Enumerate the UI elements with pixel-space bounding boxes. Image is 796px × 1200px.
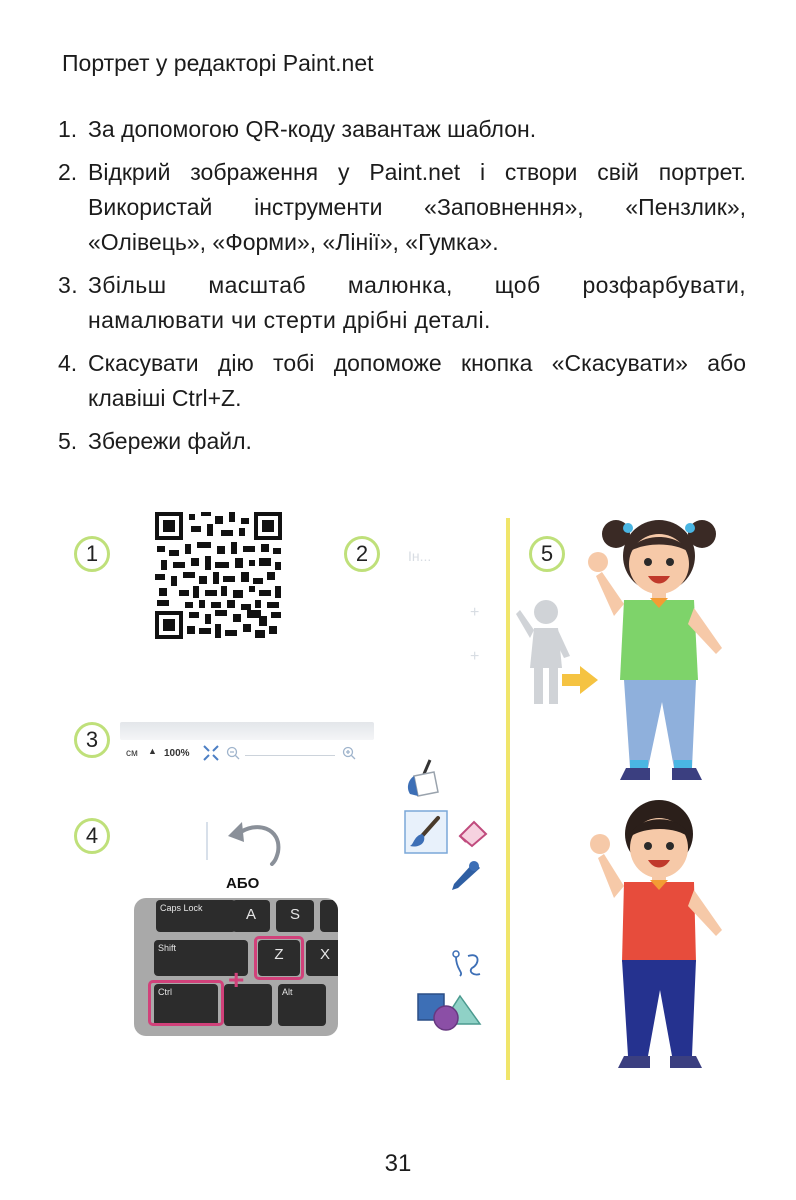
- key-s: S: [276, 900, 314, 932]
- paintbrush-icon[interactable]: [404, 810, 448, 854]
- faint-plus-icon: +: [470, 604, 480, 621]
- plus-sign: +: [228, 964, 245, 995]
- zoom-in-icon[interactable]: [342, 746, 356, 760]
- zoom-percent[interactable]: 100%: [164, 748, 190, 759]
- undo-icon[interactable]: [226, 818, 286, 866]
- pencil-icon[interactable]: [448, 858, 482, 894]
- badge-3: 3: [74, 722, 110, 758]
- or-label: АБО: [226, 875, 260, 892]
- faint-tool-label: Ін...: [408, 548, 432, 564]
- step-2: [58, 155, 746, 260]
- key-shift: Shift: [154, 940, 248, 976]
- step-number: 5.: [58, 428, 78, 454]
- line-curve-icon[interactable]: [450, 948, 484, 980]
- key-x: X: [306, 940, 338, 976]
- boy-illustration: [584, 794, 734, 1070]
- step-text: Відкрий зображення у Paint.net і створи свій портрет. Використай інструменти «Заповнення», «Пензлик», «Олівець», «Форми», «Лінії», «Гумка».: [88, 159, 746, 255]
- badge-4: 4: [74, 818, 110, 854]
- zoom-out-icon[interactable]: [226, 746, 240, 760]
- step-number: 4.: [58, 350, 78, 376]
- zoom-bar: [120, 722, 374, 766]
- step-1: [58, 112, 746, 147]
- badge-2: 2: [344, 536, 380, 572]
- zoom-slider[interactable]: [245, 755, 335, 756]
- fit-window-icon[interactable]: [202, 744, 220, 762]
- step-3: [58, 268, 746, 338]
- girl-illustration: [584, 512, 734, 784]
- key-ctrl: Ctrl: [154, 984, 218, 1026]
- zoom-bar-strip: [120, 722, 374, 740]
- page-title: Портрет у редакторі Paint.net: [62, 50, 374, 76]
- instruction-list: [58, 112, 746, 467]
- step-text: За допомогою QR-коду завантаж шаблон.: [88, 116, 537, 142]
- units-dropdown-icon[interactable]: ▲: [148, 746, 157, 756]
- toolbar-divider: [206, 822, 208, 860]
- step-4: [58, 346, 746, 416]
- key-alt: Alt: [278, 984, 326, 1026]
- key-ctrl-highlight: [148, 980, 224, 1026]
- key-z-highlight: [254, 936, 304, 980]
- step-text: Збільш масштаб малюнка, щоб розфарбувати, намалювати чи стерти дрібні деталі.: [88, 272, 746, 333]
- badge-1: 1: [74, 536, 110, 572]
- key-a: A: [232, 900, 270, 932]
- shapes-icon[interactable]: [416, 988, 482, 1032]
- key-d: [320, 900, 338, 932]
- step-text: Скасувати дію тобі допоможе кнопка «Скасувати» або клавіші Ctrl+Z.: [88, 350, 746, 411]
- step-number: 2.: [58, 159, 78, 185]
- section-divider: [506, 518, 510, 1080]
- units-label: см: [126, 748, 138, 759]
- faint-plus-icon: +: [470, 648, 480, 665]
- fill-bucket-icon[interactable]: [406, 758, 446, 802]
- step-number: 3.: [58, 272, 78, 298]
- page-number: 31: [384, 1150, 412, 1177]
- key-caps-lock: Caps Lock: [156, 900, 236, 932]
- eraser-icon[interactable]: [456, 818, 490, 848]
- key-z: Z: [258, 940, 300, 976]
- qr-code: [155, 512, 282, 639]
- step-5: [58, 424, 746, 459]
- step-number: 1.: [58, 116, 78, 142]
- step-text: Збережи файл.: [88, 428, 252, 454]
- badge-5: 5: [529, 536, 565, 572]
